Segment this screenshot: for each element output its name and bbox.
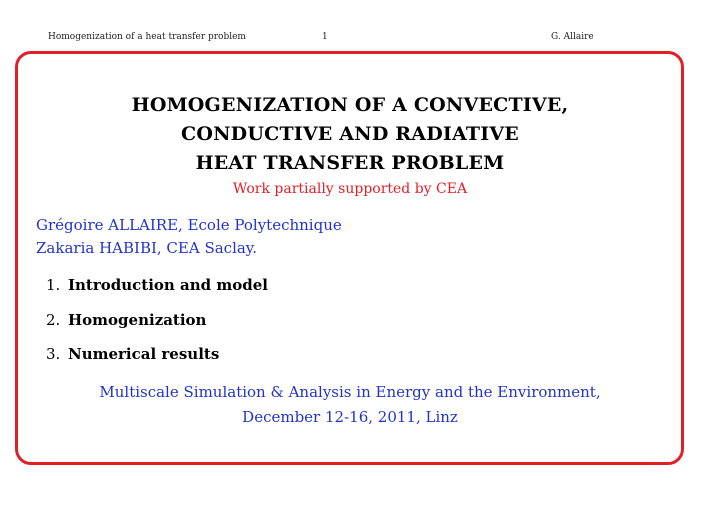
outline-text: Numerical results [68, 345, 220, 363]
slide-title [0, 91, 700, 178]
support-note: Work partially supported by CEA [232, 181, 468, 197]
title-line-1: HOMOGENIZATION OF A CONVECTIVE, [131, 94, 569, 116]
outline-number: 3. [46, 345, 61, 363]
outline-item-2 [46, 311, 206, 329]
author-list [36, 214, 342, 260]
outline-number: 2. [46, 311, 61, 329]
conference-date: December 12-16, 2011, Linz [242, 408, 458, 426]
outline-text: Introduction and model [68, 276, 268, 294]
outline-text: Homogenization [68, 311, 207, 329]
outline-number: 1. [46, 276, 61, 294]
conference-info [0, 380, 700, 430]
outline-item-3 [46, 345, 219, 363]
title-line-2: CONDUCTIVE AND RADIATIVE [181, 123, 519, 145]
header-author: G. Allaire [551, 32, 594, 42]
outline-item-1 [46, 276, 268, 294]
header-title: Homogenization of a heat transfer problem [48, 32, 246, 42]
title-line-3: HEAT TRANSFER PROBLEM [195, 152, 505, 174]
author-1: Grégoire ALLAIRE, Ecole Polytechnique [36, 216, 342, 234]
author-2: Zakaria HABIBI, CEA Saclay. [36, 239, 258, 257]
page-number: 1 [322, 32, 328, 42]
slide-header [0, 32, 720, 46]
conference-name: Multiscale Simulation & Analysis in Energy and the Environment, [99, 383, 601, 401]
